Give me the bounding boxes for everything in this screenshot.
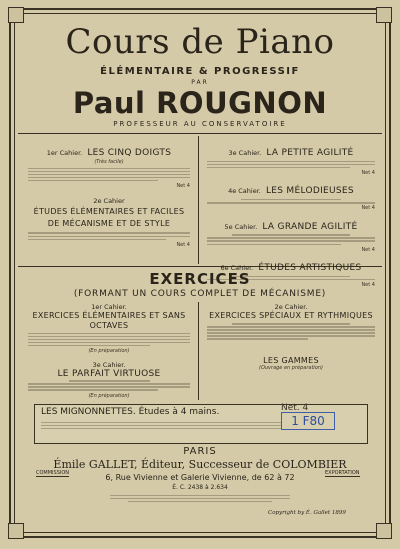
exercices-right: 2e Cahier. EXERCICES SPÉCIAUX ET RYTHMIQUES LES GAMMES (Ouvrage en préparation) xyxy=(207,303,375,371)
publisher: Émile GALLET, Éditeur, Successeur de COLOMBIER xyxy=(53,458,347,471)
exercices-subtitle: (FORMANT UN COURS COMPLET DE MÉCANISME) xyxy=(73,289,327,299)
column-divider xyxy=(198,136,199,264)
address: 6, Rue Vivienne et Galerie Vivienne, de 62 à 72 xyxy=(105,473,295,482)
subtitle: ÉLÉMENTAIRE & PROGRESSIF xyxy=(100,66,300,77)
price-stamp: 1 F80 xyxy=(281,412,335,430)
cahier-1: 1er Cahier. LES CINQ DOIGTS xyxy=(46,148,172,158)
exercices-title: EXERCICES xyxy=(149,270,251,288)
cahier-2-title: ÉTUDES ÉLÉMENTAIRES ET FACILES DE MÉCANISME ET DE STYLE xyxy=(33,207,185,229)
right-column: 3e Cahier. LA PETITE AGILITÉ Net 4 4e Cahier. LES MÉLODIEUSES Net 4 5e Cahier. LA GRANDE AGILITÉ Net 4 6e Cahier. ÉTUDES ARTISTIQUES Net 4 xyxy=(207,140,375,288)
left-column: 1er Cahier. LES CINQ DOIGTS (Très facile) Net 4 2e Cahier ÉTUDES ÉLÉMENTAIRES ET FACILES DE MÉCANISME ET DE STYLE Net 4 xyxy=(28,140,190,248)
author-name: Paul ROUGNON xyxy=(72,86,328,120)
price-label: Net. 4 xyxy=(281,403,309,413)
divider xyxy=(18,133,382,134)
legal-text xyxy=(110,493,290,504)
edition-number: É. C. 2438 à 2.634 xyxy=(172,484,228,491)
exercices-left: 1er Cahier. EXERCICES ÉLÉMENTAIRES ET SANS OCTAVES (En préparation) 3e Cahier. LE PARFAIT VIRTUOSE (En préparation) xyxy=(28,303,190,399)
author-title: PROFESSEUR AU CONSERVATOIRE xyxy=(113,120,287,128)
exportation-label: EXPORTATION xyxy=(325,470,360,476)
mignonnettes-label: LES MIGNONNETTES. Études à 4 mains. xyxy=(41,407,220,417)
city: PARIS xyxy=(183,446,217,457)
by-label: PAR xyxy=(191,79,209,86)
copyright: Copyright by É. Gallet 1899 xyxy=(268,510,346,516)
column-divider xyxy=(198,302,199,400)
main-title: Cours de Piano xyxy=(65,22,335,62)
commission-label: COMMISSION xyxy=(36,470,70,476)
